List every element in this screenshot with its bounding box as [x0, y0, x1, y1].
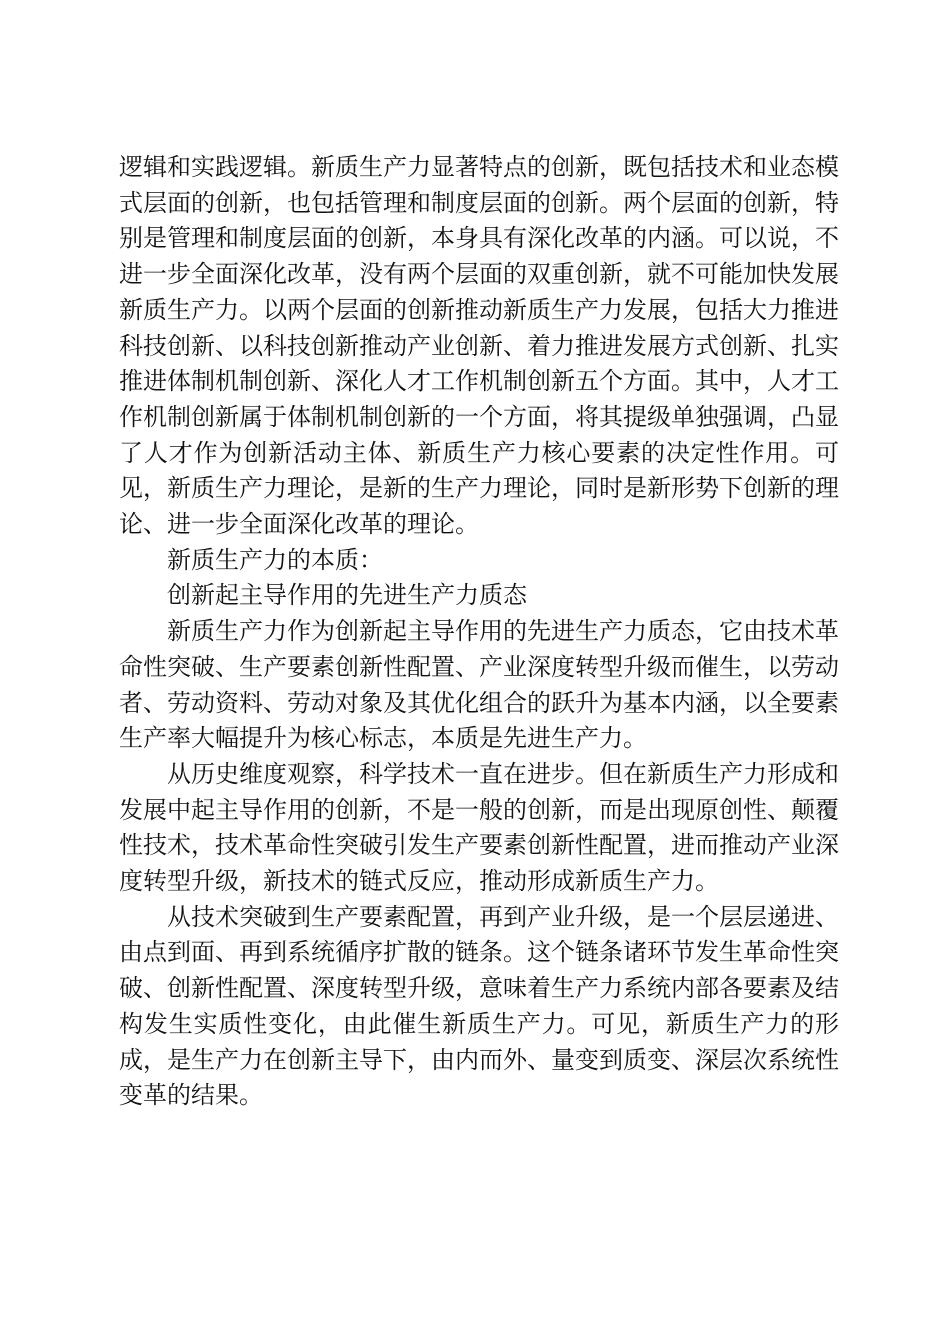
paragraph-chain: 从技术突破到生产要素配置，再到产业升级，是一个层层递进、由点到面、再到系统循序扩散的链条。这个链条诸环节发生革命性突破、创新性配置、深度转型升级，意味着生产力系统内部各要素及结构发生实质性变化，由此催生新质生产力。可见，新质生产力的形成，是生产力在创新主导下，由内而外、量变到质变、深层次系统性变革的结果。: [119, 902, 839, 1110]
document-body: [119, 150, 839, 1114]
paragraph-continuation: 逻辑和实践逻辑。新质生产力显著特点的创新，既包括技术和业态模式层面的创新，也包括管理和制度层面的创新。两个层面的创新，特别是管理和制度层面的创新，本身具有深化改革的内涵。可以说，不进一步全面深化改革，没有两个层面的双重创新，就不可能加快发展新质生产力。以两个层面的创新推动新质生产力发展，包括大力推进科技创新、以科技创新推动产业创新、着力推进发展方式创新、扎实推进体制机制创新、深化人才工作机制创新五个方面。其中，人才工作机制创新属于体制机制创新的一个方面，将其提级单独强调，凸显了人才作为创新活动主体、新质生产力核心要素的决定性作用。可见，新质生产力理论，是新的生产力理论，同时是新形势下创新的理论、进一步全面深化改革的理论。: [119, 153, 839, 539]
paragraph-history: 从历史维度观察，科学技术一直在进步。但在新质生产力形成和发展中起主导作用的创新，不是一般的创新，而是出现原创性、颠覆性技术，技术革命性突破引发生产要素创新性配置，进而推动产业深度转型升级，新技术的链式反应，推动形成新质生产力。: [119, 759, 839, 896]
section-heading: 新质生产力的本质：: [167, 545, 383, 574]
paragraph-essence: 新质生产力作为创新起主导作用的先进生产力质态，它由技术革命性突破、生产要素创新性配置、产业深度转型升级而催生，以劳动者、劳动资料、劳动对象及其优化组合的跃升为基本内涵，以全要素生产率大幅提升为核心标志，本质是先进生产力。: [119, 617, 839, 753]
section-subheading: 创新起主导作用的先进生产力质态: [167, 581, 527, 610]
